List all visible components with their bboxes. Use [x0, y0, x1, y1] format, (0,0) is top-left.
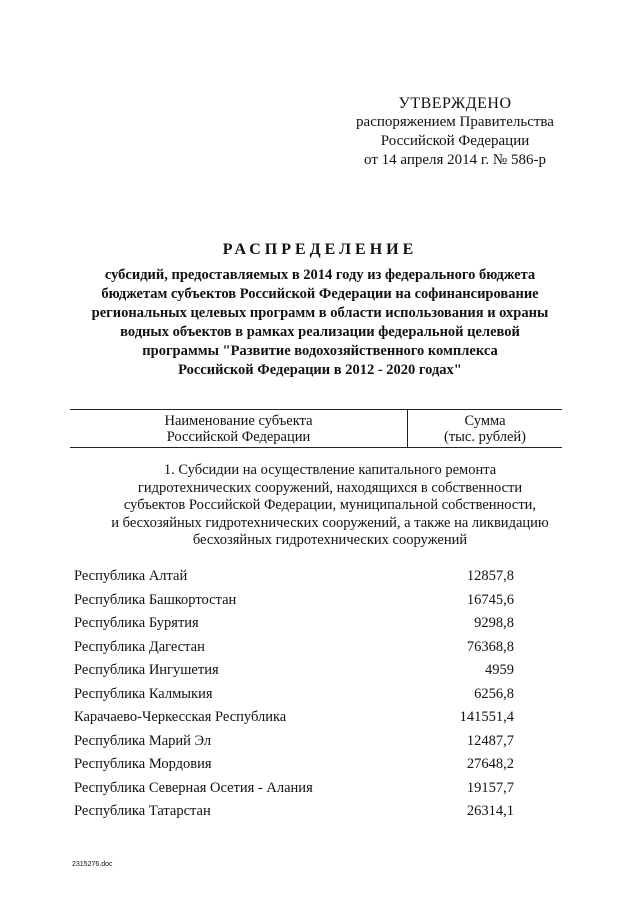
amount-value: 4959 [485, 662, 514, 678]
region-name: Республика Калмыкия [74, 685, 213, 702]
amount-value: 76368,8 [466, 638, 514, 655]
region-name: Республика Северная Осетия - Алания [74, 779, 313, 796]
table-row [0, 707, 640, 731]
table-row [0, 754, 640, 778]
amount-value: 12857,8 [466, 568, 514, 584]
table-row [0, 660, 640, 684]
region-name: Республика Башкортостан [74, 591, 237, 608]
region-name: Республика Мордовия [74, 756, 212, 772]
column-header-line: Наименование субъекта [164, 413, 313, 429]
column-header-line: (тыс. рублей) [444, 429, 526, 445]
section-heading [60, 462, 600, 550]
approval-title: УТВЕРЖДЕНО [398, 95, 512, 112]
approval-line-3: от 14 апреля 2014 г. № 586-р [364, 152, 546, 168]
subtitle-line: субсидий, предоставляемых в 2014 году из федерального бюджета [104, 267, 536, 283]
amount-value: 16745,6 [466, 591, 514, 608]
table-row [0, 731, 640, 755]
region-name: Республика Марий Эл [74, 732, 212, 749]
section-line: субъектов Российской Федерации, муниципальной собственности, [123, 497, 537, 513]
amount-value: 26314,1 [466, 803, 514, 819]
region-name: Республика Ингушетия [74, 662, 219, 678]
approval-line-2: Российской Федерации [380, 133, 530, 149]
table-row [0, 801, 640, 825]
subtitle-line: программы "Развитие водохозяйственного комплекса [142, 343, 498, 359]
region-name: Республика Бурятия [74, 615, 199, 631]
region-name: Карачаево-Черкесская Республика [74, 709, 287, 725]
section-line: и бесхозяйных гидротехнических сооружений, а также на ликвидацию [111, 514, 549, 531]
subtitle-line: региональных целевых программ в области использования и охраны [91, 305, 549, 321]
table-header [70, 409, 562, 448]
amount-value: 6256,8 [474, 685, 514, 702]
section-line: 1. Субсидии на осуществление капитального ремонта [163, 462, 497, 478]
table-row [0, 684, 640, 708]
amount-value: 19157,7 [466, 779, 514, 796]
amount-value: 141551,4 [459, 709, 514, 725]
table-row [0, 778, 640, 802]
region-name: Республика Алтай [74, 568, 188, 584]
column-header-line: Сумма [464, 413, 506, 429]
region-name: Республика Дагестан [74, 638, 205, 655]
document-title: РАСПРЕДЕЛЕНИЕ [222, 241, 418, 258]
column-header-line: Российской Федерации [166, 429, 311, 445]
amount-value: 12487,7 [466, 732, 514, 749]
amount-value: 27648,2 [466, 756, 514, 772]
table-row [0, 613, 640, 637]
table-row [0, 637, 640, 661]
document-subtitle [60, 266, 580, 380]
section-line: бесхозяйных гидротехнических сооружений [192, 532, 468, 548]
subtitle-line: Российской Федерации в 2012 - 2020 годах" [178, 362, 462, 378]
document-file-id: 2315276.doc [72, 861, 113, 868]
column-header-amount [408, 413, 562, 445]
section-line: гидротехнических сооружений, находящихся в собственности [137, 479, 523, 496]
subsidy-table [0, 566, 640, 825]
approval-line-1: распоряжением Правительства [356, 114, 554, 130]
table-row [0, 590, 640, 614]
column-header-subject [70, 413, 407, 445]
amount-value: 9298,8 [474, 615, 514, 631]
region-name: Республика Татарстан [74, 803, 211, 819]
approval-block [350, 94, 560, 170]
subtitle-line: бюджетам субъектов Российской Федерации на софинансирование [101, 286, 539, 302]
subtitle-line: водных объектов в рамках реализации федеральной целевой [120, 324, 520, 340]
table-row [0, 566, 640, 590]
